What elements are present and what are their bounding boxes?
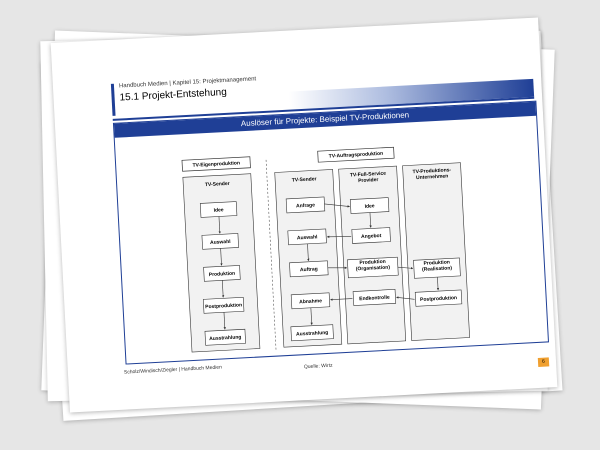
lane-label-produktions-unternehmen: TV-Produktions-Unternehmen xyxy=(412,167,452,182)
step-postproduktion-unternehmen: Postproduktion xyxy=(419,295,458,304)
step-anfrage: Anfrage xyxy=(295,202,316,210)
step-abnahme: Abnahme xyxy=(299,298,323,306)
step-auswahl: Auswahl xyxy=(209,238,231,246)
step-auftrag: Auftrag xyxy=(299,266,318,274)
slide-page xyxy=(51,17,558,412)
step-auswahl-auftrag: Auswahl xyxy=(296,234,318,242)
step-ausstrahlung: Ausstrahlung xyxy=(209,334,242,343)
footer-quelle: Quelle: Wirtz xyxy=(303,362,333,371)
step-idee: Idee xyxy=(213,207,224,214)
lane-label-full-service: TV-Full-Service Provider xyxy=(349,170,387,185)
header-accent-bar xyxy=(111,84,116,116)
step-produktion: Produktion xyxy=(208,270,236,279)
step-angebot: Angebot xyxy=(360,232,382,241)
step-produktion-realisation: Produktion (Realisation) xyxy=(421,259,453,273)
step-ausstrahlung-auftrag: Ausstrahlung xyxy=(295,329,329,338)
auftragsproduktion-title: TV-Auftragsproduktion xyxy=(328,150,384,160)
lane-produktions-unternehmen xyxy=(403,163,470,341)
lane-label-auftrag-sender: TV-Sender xyxy=(291,176,317,184)
lane-full-service-provider xyxy=(339,166,406,344)
slide-title: Auslöser für Projekte: Beispiel TV-Produktionen xyxy=(114,102,536,138)
page-number-badge: 6 xyxy=(538,357,549,367)
process-diagram xyxy=(115,116,548,364)
header-subtitle: Handbuch Medien | Kapitel 15: Projektmanagement xyxy=(118,76,257,90)
slide-content xyxy=(113,101,549,365)
footer-source: Scholz/Windisch/Ziegler | Handbuch Medien xyxy=(123,364,223,376)
section-divider xyxy=(266,160,276,352)
step-idee-provider: Idee xyxy=(364,203,375,210)
header-title: 15.1 Projekt-Entstehung xyxy=(119,86,228,104)
lane-label-eigen-sender: TV-Sender xyxy=(204,180,230,189)
step-produktion-organisation: Produktion (Organisation) xyxy=(355,258,391,273)
step-postproduktion: Postproduktion xyxy=(205,302,243,311)
eigenproduktion-title: TV-Eigenproduktion xyxy=(192,160,241,169)
step-endkontrolle: Endkontrolle xyxy=(359,294,390,303)
